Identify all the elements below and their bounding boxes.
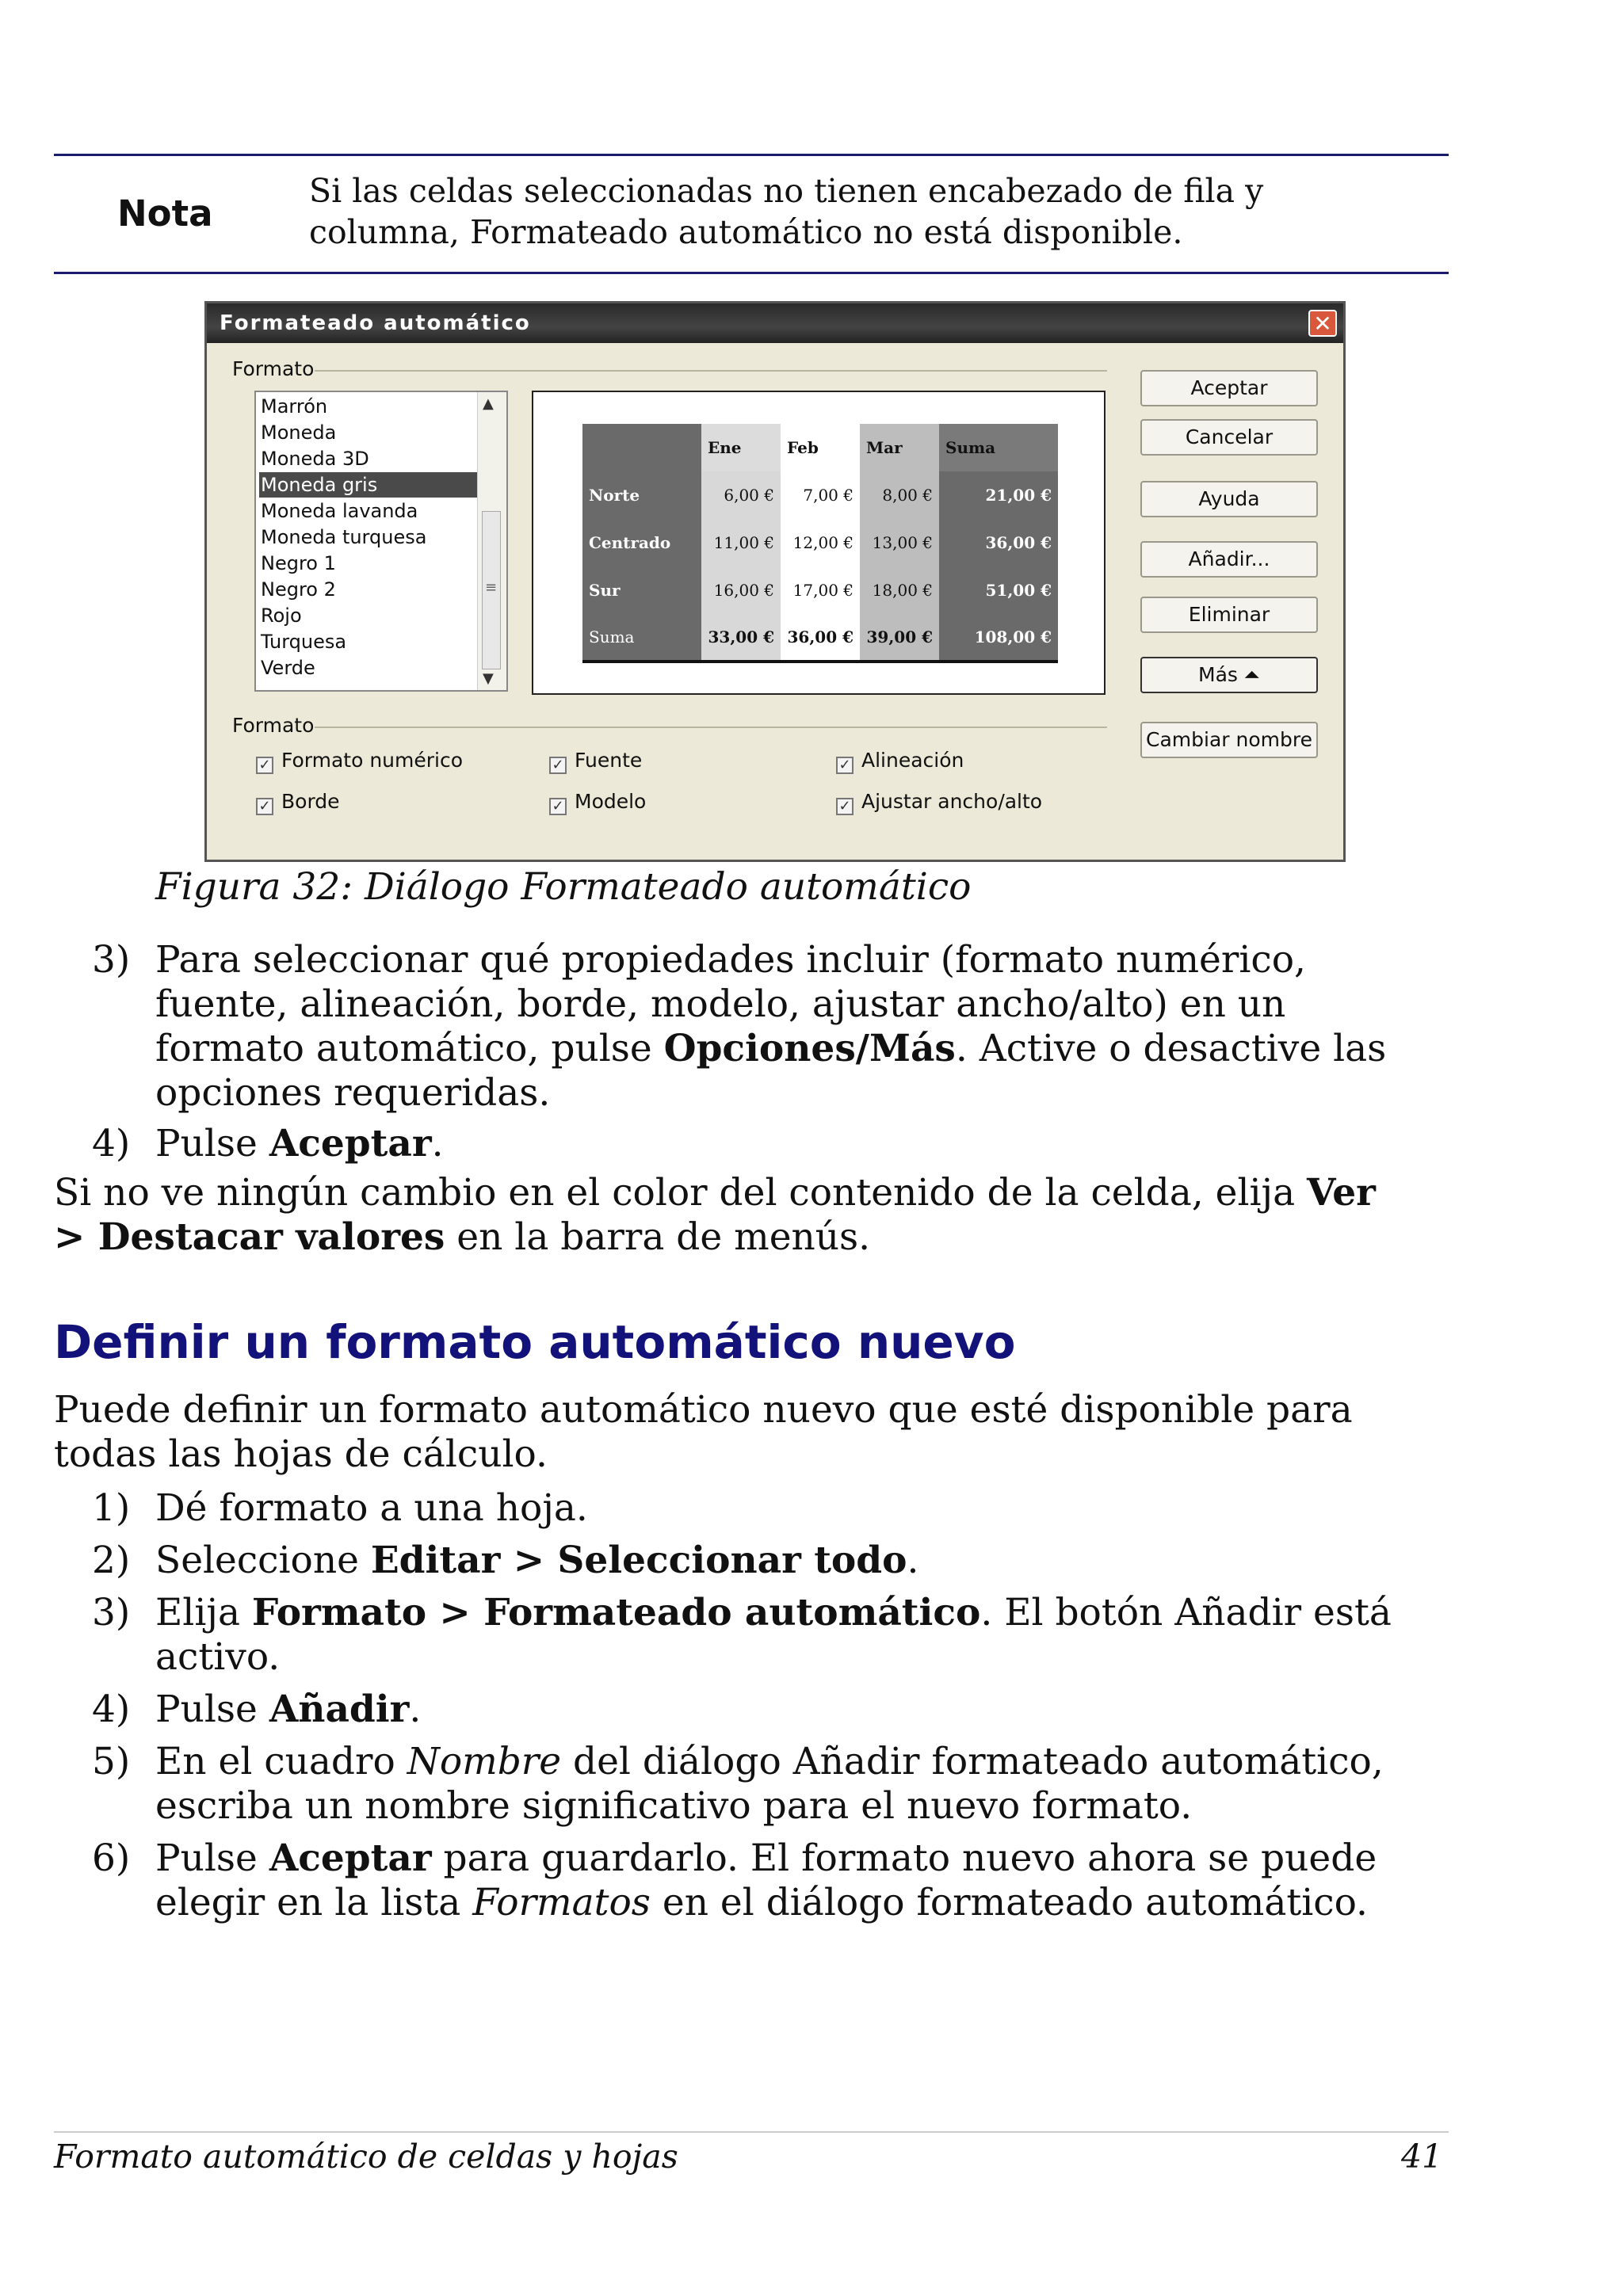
menu-path: > Destacar valores <box>54 1215 445 1259</box>
format-list-item[interactable]: Moneda gris <box>259 472 479 498</box>
alignment-checkbox[interactable] <box>836 749 964 774</box>
text-line <box>155 1027 1386 1071</box>
text-run: opciones requeridas. <box>155 1071 551 1115</box>
text-run: Seleccione <box>155 1539 371 1582</box>
more-button[interactable] <box>1140 657 1318 693</box>
text-run: Pulse <box>155 1688 269 1731</box>
checkbox-check-icon: ✓ <box>549 798 567 815</box>
checkbox-label: Ajustar ancho/alto <box>861 790 1043 813</box>
font-checkbox[interactable] <box>549 749 642 774</box>
preview-sum-cell: 51,00 € <box>939 566 1058 614</box>
preview-cell: 17,00 € <box>781 566 860 614</box>
step-number: 3) <box>92 938 131 982</box>
step-number: 4) <box>92 1688 131 1731</box>
text-line <box>54 1215 1376 1260</box>
format-list-item[interactable]: Marrón <box>261 395 328 418</box>
footer-divider <box>54 2131 1449 2133</box>
add-button[interactable]: Añadir... <box>1140 541 1318 578</box>
preview-table <box>582 424 1058 663</box>
help-button[interactable]: Ayuda <box>1140 481 1318 517</box>
preview-cell: 39,00 € <box>860 614 939 662</box>
text-run: Para seleccionar qué propiedades incluir (formato numérico, <box>155 938 1306 982</box>
step-text <box>155 1539 918 1583</box>
text-run: en la barra de menús. <box>445 1215 871 1259</box>
format-list-item[interactable]: Moneda 3D <box>261 448 369 470</box>
note-text <box>309 170 1419 253</box>
checkbox-check-icon: ✓ <box>549 757 567 774</box>
pattern-checkbox[interactable] <box>549 790 646 815</box>
note-label: Nota <box>117 193 213 235</box>
step-number: 1) <box>92 1486 131 1530</box>
listbox-scrollbar[interactable] <box>477 392 506 690</box>
number-format-checkbox[interactable] <box>256 749 463 774</box>
menu-path: Ver <box>1307 1171 1376 1215</box>
autoformat-dialog <box>204 301 1346 862</box>
cancel-button[interactable]: Cancelar <box>1140 419 1318 456</box>
checkbox-label: Formato numérico <box>281 749 464 772</box>
text-line <box>155 1740 1384 1784</box>
format-list-item[interactable]: Moneda turquesa <box>261 526 427 548</box>
preview-cell: 11,00 € <box>701 519 781 566</box>
rename-button[interactable]: Cambiar nombre <box>1140 722 1318 758</box>
text-run: . <box>431 1122 444 1165</box>
footer-title: Formato automático de celdas y hojas <box>54 2138 678 2176</box>
menu-path: Editar > Seleccionar todo <box>370 1539 907 1582</box>
autofit-checkbox[interactable] <box>836 790 1042 815</box>
preview-row-header: Sur <box>582 566 701 614</box>
text-line <box>155 1122 444 1166</box>
text-run: Elija <box>155 1591 252 1634</box>
paragraph <box>54 1388 1353 1477</box>
text-line: Puede definir un formato automático nuevo que esté disponible para <box>54 1388 1353 1432</box>
preview-column-header: Feb <box>781 424 860 471</box>
dialog-titlebar <box>207 303 1343 343</box>
text-line: activo. <box>155 1635 281 1679</box>
step-text <box>155 1836 1377 1925</box>
text-run: formato automático, pulse <box>155 1027 664 1070</box>
group-divider <box>315 370 1107 372</box>
menu-path: Formato > Formateado automático <box>251 1591 981 1634</box>
format-list-item[interactable]: Negro 2 <box>261 578 336 601</box>
text-run: elegir en la lista <box>155 1881 473 1924</box>
step-text <box>155 1591 1392 1680</box>
scroll-thumb[interactable] <box>482 511 501 669</box>
text-line <box>155 1591 1392 1635</box>
text-run: en el diálogo formateado automático. <box>650 1881 1368 1924</box>
format-list-item[interactable]: Negro 1 <box>261 552 336 574</box>
options-group-label: Formato <box>232 714 315 737</box>
format-list-item[interactable]: Moneda <box>261 421 337 444</box>
format-list-item[interactable]: Verde <box>261 657 315 679</box>
preview-row-header: Suma <box>582 614 701 662</box>
preview-row-header: Centrado <box>582 519 701 566</box>
close-icon[interactable]: ✕ <box>1308 310 1337 337</box>
preview-sum-cell: 108,00 € <box>939 614 1058 662</box>
step-number: 3) <box>92 1591 131 1634</box>
checkbox-label: Modelo <box>575 790 647 813</box>
group-divider <box>315 727 1107 728</box>
note-line: columna, Formateado automático no está disponible. <box>309 213 1183 251</box>
text-run: . Active o desactive las <box>955 1027 1387 1070</box>
checkbox-label: Fuente <box>575 749 643 772</box>
text-run: . El botón Añadir está <box>980 1591 1392 1634</box>
step-text <box>155 938 1386 1116</box>
grip-icon: ≡ <box>485 579 498 596</box>
preview-cell: 8,00 € <box>860 471 939 519</box>
step-number: 2) <box>92 1539 131 1582</box>
text-run: del diálogo Añadir formateado automático, <box>561 1740 1384 1783</box>
preview-sum-cell: 36,00 € <box>939 519 1058 566</box>
checkbox-check-icon: ✓ <box>836 798 854 815</box>
preview-cell: 33,00 € <box>701 614 781 662</box>
button-ref: Aceptar <box>269 1836 432 1880</box>
field-ref: Nombre <box>407 1740 562 1783</box>
step-text <box>155 1740 1384 1829</box>
preview-cell: 7,00 € <box>781 471 860 519</box>
dialog-title: Formateado automático <box>220 311 531 335</box>
button-ref: Opciones/Más <box>663 1027 956 1070</box>
preview-cell: 12,00 € <box>781 519 860 566</box>
preview-column-header: Mar <box>860 424 939 471</box>
text-line <box>54 1171 1376 1215</box>
text-line <box>155 1881 1377 1925</box>
accept-button[interactable]: Aceptar <box>1140 370 1318 406</box>
checkbox-check-icon: ✓ <box>256 798 273 815</box>
format-listbox[interactable] <box>254 391 508 692</box>
section-heading: Definir un formato automático nuevo <box>54 1315 1016 1369</box>
text-line <box>155 938 1386 982</box>
preview-cell: 18,00 € <box>860 566 939 614</box>
preview-corner-cell <box>582 424 701 471</box>
text-run: . <box>907 1539 919 1582</box>
figure-caption: Figura 32: Diálogo Formateado automático <box>155 865 972 909</box>
preview-sum-cell: 21,00 € <box>939 471 1058 519</box>
step-number: 6) <box>92 1836 131 1880</box>
scroll-up-icon[interactable]: ▲ <box>483 395 494 412</box>
paragraph <box>54 1171 1376 1260</box>
scroll-down-icon[interactable]: ▼ <box>483 670 494 687</box>
format-list-item[interactable]: Turquesa <box>261 631 347 653</box>
preview-cell: 16,00 € <box>701 566 781 614</box>
note-box <box>54 154 1449 274</box>
text-line <box>155 1836 1377 1881</box>
border-checkbox[interactable] <box>256 790 340 815</box>
checkbox-label: Borde <box>281 790 340 813</box>
button-ref: Aceptar <box>269 1122 432 1165</box>
delete-button[interactable]: Eliminar <box>1140 597 1318 633</box>
button-ref: Añadir <box>269 1688 410 1731</box>
chevron-up-icon: ⏶ <box>1243 663 1260 686</box>
preview-cell: 6,00 € <box>701 471 781 519</box>
format-list-item[interactable]: Moneda lavanda <box>261 500 418 522</box>
text-line: todas las hojas de cálculo. <box>54 1432 548 1476</box>
format-list-item[interactable]: Rojo <box>261 605 302 627</box>
step-text <box>155 1122 444 1166</box>
preview-row-header: Norte <box>582 471 701 519</box>
text-line <box>155 982 1386 1027</box>
text-run: Si no ve ningún cambio en el color del contenido de la celda, elija <box>54 1171 1308 1215</box>
preview-column-header: Suma <box>939 424 1058 471</box>
field-ref: Formatos <box>472 1881 651 1924</box>
format-group-label: Formato <box>232 357 315 380</box>
note-line: Si las celdas seleccionadas no tienen encabezado de fila y <box>309 172 1264 210</box>
text-run: para guardarlo. El formato nuevo ahora se puede <box>431 1836 1377 1880</box>
step-text: Dé formato a una hoja. <box>155 1486 588 1530</box>
text-run: En el cuadro <box>155 1740 407 1783</box>
text-run: Pulse <box>155 1836 269 1880</box>
text-run: Pulse <box>155 1122 269 1165</box>
checkbox-label: Alineación <box>861 749 964 772</box>
checkbox-check-icon: ✓ <box>256 757 273 774</box>
text-run: . <box>409 1688 422 1731</box>
text-line: escriba un nombre significativo para el nuevo formato. <box>155 1784 1193 1828</box>
step-text <box>155 1688 421 1732</box>
format-preview <box>532 391 1106 695</box>
preview-cell: 13,00 € <box>860 519 939 566</box>
more-button-label: Más <box>1198 663 1238 686</box>
preview-cell: 36,00 € <box>781 614 860 662</box>
text-line <box>155 1071 1386 1116</box>
step-number: 5) <box>92 1740 131 1783</box>
step-number: 4) <box>92 1122 131 1165</box>
preview-column-header: Ene <box>701 424 781 471</box>
text-run: fuente, alineación, borde, modelo, ajustar ancho/alto) en un <box>155 982 1286 1026</box>
checkbox-check-icon: ✓ <box>836 757 854 774</box>
page-number: 41 <box>1401 2138 1443 2176</box>
